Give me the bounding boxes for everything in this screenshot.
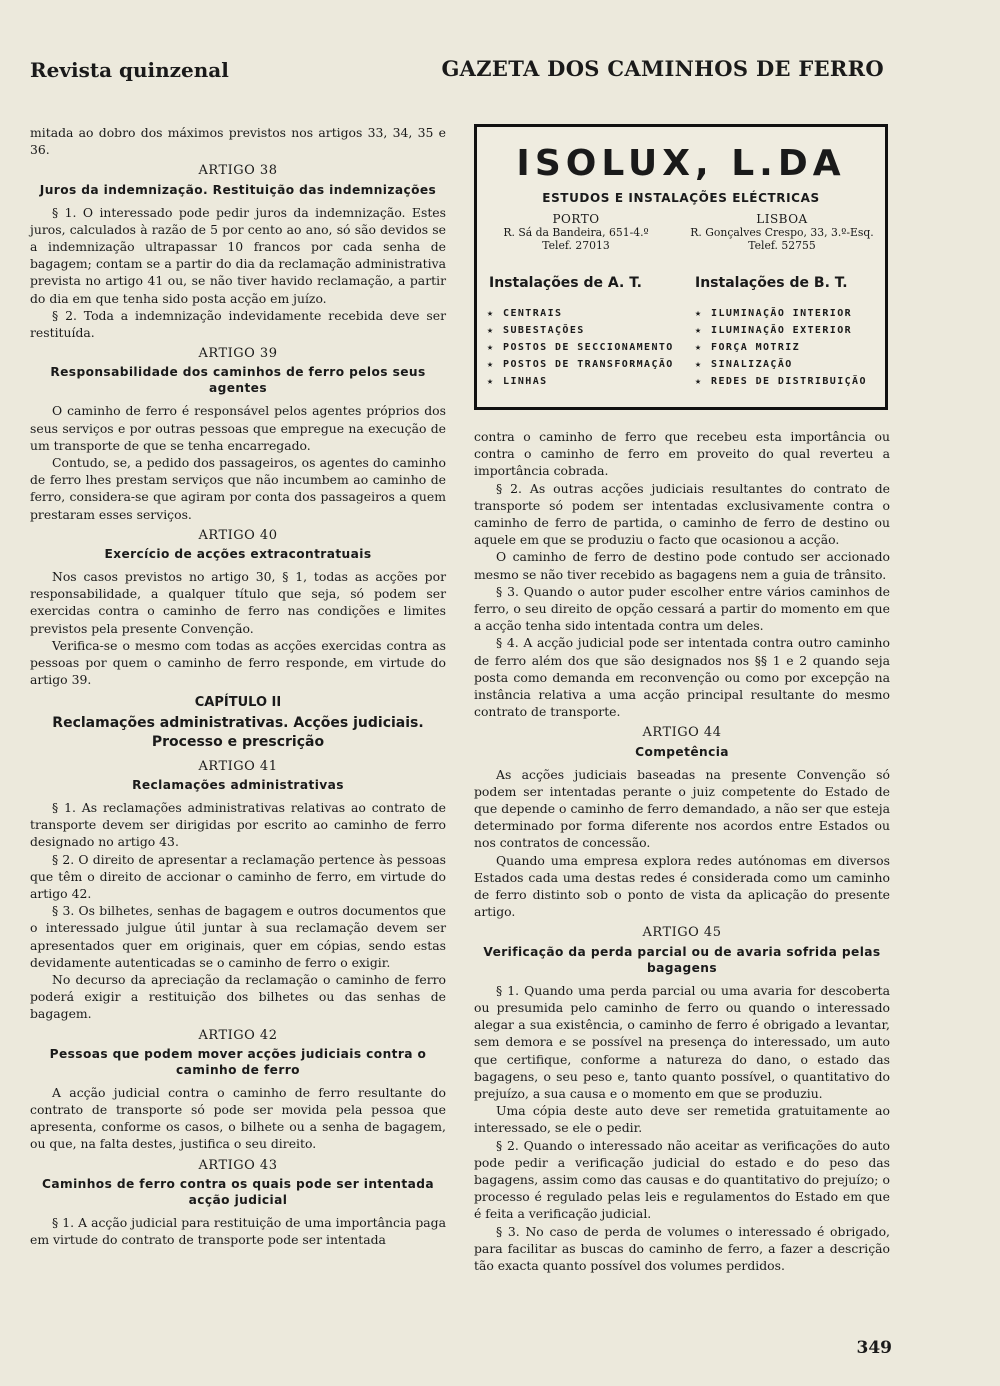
list-item: ★ POSTOS DE SECCIONAMENTO: [487, 339, 674, 356]
article-title: Reclamações administrativas: [132, 777, 344, 792]
ad-office-address: R. Sá da Bandeira, 651-4.º: [503, 226, 649, 239]
ad-office-address: R. Gonçalves Crespo, 33, 3.º-Esq.: [690, 226, 874, 239]
list-item: ★ ILUMINAÇÃO INTERIOR: [695, 305, 867, 322]
paragraph: § 1. As reclamações administrativas relativas ao contrato de transporte devem ser dirigidas por escrito ao caminho de ferro designado no artigo 43.: [30, 799, 446, 850]
paragraph: Verifica-se o mesmo com todas as acções exercidas contra as pessoas por quem o caminho de ferro responde, em virtude do artigo 39.: [30, 637, 446, 688]
article-heading: ARTIGO 38: [198, 163, 278, 179]
paragraph: § 1. Quando uma perda parcial ou uma avaria for descoberta ou presumida pelo caminho de ferro ou quando o interessado alegar a sua existência, o caminho de ferro é obrigado a levantar, sem demora e se possível na presença do interessado, um auto que certifique, conforme a natureza do dano, o estado das bagagens, o seu peso e, tanto quanto possível, o quantitativo do prejuízo, a sua causa e o momento em que se produziu.: [474, 982, 890, 1101]
list-item: ★ SINALIZAÇÃO: [695, 356, 867, 373]
paragraph: O caminho de ferro é responsável pelos agentes próprios dos seus serviços e por outras pessoas que empregue na execução de um transporte de que se tenha encarregado.: [30, 403, 446, 453]
list-item: ★ ILUMINAÇÃO EXTERIOR: [695, 322, 867, 339]
paragraph: § 2. As outras acções judiciais resultantes do contrato de transporte só podem ser intentadas exclusivamente contra o caminho de ferro de partida, o caminho de ferro de destino ou aquele em que se produziu o facto que ocasionou a acção.: [474, 480, 890, 548]
article-title: Responsabilidade dos caminhos de ferro pelos seus agentes: [50, 365, 426, 396]
article-heading: ARTIGO 43: [198, 1157, 278, 1173]
paragraph: Quando uma empresa explora redes autónomas em diversos Estados cada uma destas redes é considerada como um caminho de ferro distinto sob o ponto de vista da aplicação do presente artigo.: [474, 852, 890, 920]
paragraph: § 2. Toda a indemnização indevidamente recebida deve ser restituída.: [30, 307, 446, 341]
list-item: ★ FORÇA MOTRIZ: [695, 339, 867, 356]
ad-office-porto: [481, 213, 671, 252]
paragraph: As acções judiciais baseadas na presente Convenção só podem ser intentadas perante o juiz competente do Estado de que depende o caminho de ferro demandado, a não ser que esteja determinado por forma diferente nos acordos entre Estados ou nos contratos de concessão.: [474, 766, 890, 851]
paragraph: Contudo, se, a pedido dos passageiros, os agentes do caminho de ferro lhes prestam serviços que não incumbem ao caminho de ferro, considera-se que agiram por conta dos passageiros a quem prestaram esses serviços.: [30, 455, 446, 522]
paragraph: § 3. No caso de perda de volumes o interessado é obrigado, para facilitar as buscas do caminho de ferro, a fazer a descrição tão exacta quanto possível dos volumes perdidos.: [474, 1223, 890, 1273]
ad-office-phone: Telef. 52755: [748, 239, 816, 252]
chapter-number: CAPÍTULO II: [194, 695, 282, 711]
paragraph: contra o caminho de ferro que recebeu esta importância ou contra o caminho de ferro em proveito do qual reverteu a importância cobrada.: [474, 429, 890, 479]
ad-list-at: [487, 305, 674, 390]
article-title: Competência: [635, 744, 729, 759]
article-heading: ARTIGO 42: [198, 1027, 278, 1043]
right-column: [474, 428, 890, 1274]
article-heading: ARTIGO 41: [198, 758, 278, 774]
article-title: Juros da indemnização. Restituição das indemnizações: [39, 182, 437, 197]
isolux-advertisement: [474, 124, 888, 410]
ad-heading-at: Instalações de A. T.: [489, 275, 642, 291]
paragraph: § 1. O interessado pode pedir juros da indemnização. Estes juros, calculados à razão de 5 por cento ao ano, só são devidos se a indemnização ultrapassar 10 francos por cada senha de bagagem; contam se a partir do dia da reclamação administrativa prevista no artigo 41 ou, se não tiver havido reclamação, a partir do dia em que tenha sido posta acção em juízo.: [30, 204, 446, 306]
ad-office-city: LISBOA: [756, 212, 808, 226]
page-number: 349: [856, 1338, 892, 1358]
article-heading: ARTIGO 39: [198, 346, 278, 362]
chapter-title: Reclamações administrativas. Acções judiciais. Processo e prescrição: [52, 714, 424, 750]
left-column: [30, 124, 446, 1248]
article-heading: ARTIGO 45: [642, 925, 722, 941]
ad-office-lisboa: [687, 213, 877, 252]
article-title: Exercício de acções extracontratuais: [104, 547, 372, 562]
paragraph: § 2. O direito de apresentar a reclamação pertence às pessoas que têm o direito de accionar o caminho de ferro, em virtude do artigo 42.: [30, 851, 446, 901]
ad-list-bt: [695, 305, 867, 390]
list-item: ★ REDES DE DISTRIBUIÇÃO: [695, 373, 867, 390]
paragraph: A acção judicial contra o caminho de ferro resultante do contrato de transporte só pode ser movida pela pessoa que apresenta, conforme os casos, o bilhete ou a senha de bagagem, ou que, na falta destes, justifica o seu direito.: [30, 1084, 446, 1152]
ad-heading-bt: Instalações de B. T.: [695, 275, 848, 291]
paragraph: mitada ao dobro dos máximos previstos nos artigos 33, 34, 35 e 36.: [30, 125, 446, 158]
paragraph: § 4. A acção judicial pode ser intentada contra outro caminho de ferro além dos que são designados nos §§ 1 e 2 quando seja posta como demanda em reconvenção ou como por excepção na instância relativa a uma acção principal resultante do mesmo contrato de transporte.: [474, 635, 890, 720]
list-item: ★ LINHAS: [487, 373, 674, 390]
ad-company-name: ISOLUX, L.DA: [516, 143, 846, 184]
paragraph: § 3. Quando o autor puder escolher entre vários caminhos de ferro, o seu direito de opção cessará a partir do momento em que a acção tenha sido intentada contra um deles.: [474, 583, 890, 634]
article-heading: ARTIGO 44: [642, 725, 722, 741]
paragraph: Uma cópia deste auto deve ser remetida gratuitamente ao interessado, se ele o pedir.: [474, 1103, 890, 1136]
article-title: Verificação da perda parcial ou de avaria sofrida pelas bagagens: [483, 944, 881, 975]
article-title: Caminhos de ferro contra os quais pode ser intentada acção judicial: [42, 1176, 434, 1207]
header-left: Revista quinzenal: [30, 58, 229, 82]
article-title: Pessoas que podem mover acções judiciais contra o caminho de ferro: [49, 1046, 427, 1077]
article-heading: ARTIGO 40: [198, 527, 278, 543]
paragraph: § 1. A acção judicial para restituição de uma importância paga em virtude do contrato de transporte pode ser intentada: [30, 1214, 446, 1247]
paragraph: § 2. Quando o interessado não aceitar as verificações do auto pode pedir a verificação judicial do estado e do peso das bagagens, assim como das causas e do quantitativo do prejuízo; o processo é regulado pelas leis e regulamentos do Estado em que é feita a verificação judicial.: [474, 1137, 890, 1222]
paragraph: O caminho de ferro de destino pode contudo ser accionado mesmo se não tiver recebido as bagagens nem a guia de trânsito.: [474, 549, 890, 582]
paragraph: § 3. Os bilhetes, senhas de bagagem e outros documentos que o interessado julgue útil juntar à sua reclamação devem ser apresentados quer em originais, quer em cópias, sendo estas devidamente autenticadas se o caminho de ferro o exigir.: [30, 903, 446, 970]
paragraph: No decurso da apreciação da reclamação o caminho de ferro poderá exigir a restituição dos bilhetes ou das senhas de bagagem.: [30, 971, 446, 1022]
list-item: ★ POSTOS DE TRANSFORMAÇÃO: [487, 356, 674, 373]
paragraph: Nos casos previstos no artigo 30, § 1, todas as acções por responsabilidade, a qualquer título que seja, só podem ser exercidas contra o caminho de ferro nas condições e limites previstos pela presente Convenção.: [30, 569, 446, 636]
ad-office-city: PORTO: [552, 212, 600, 226]
header-right: GAZETA DOS CAMINHOS DE FERRO: [441, 56, 884, 81]
ad-subtitle: ESTUDOS E INSTALAÇÕES ELÉCTRICAS: [542, 191, 820, 205]
list-item: ★ SUBESTAÇÕES: [487, 322, 674, 339]
list-item: ★ CENTRAIS: [487, 305, 674, 322]
ad-office-phone: Telef. 27013: [542, 239, 610, 252]
